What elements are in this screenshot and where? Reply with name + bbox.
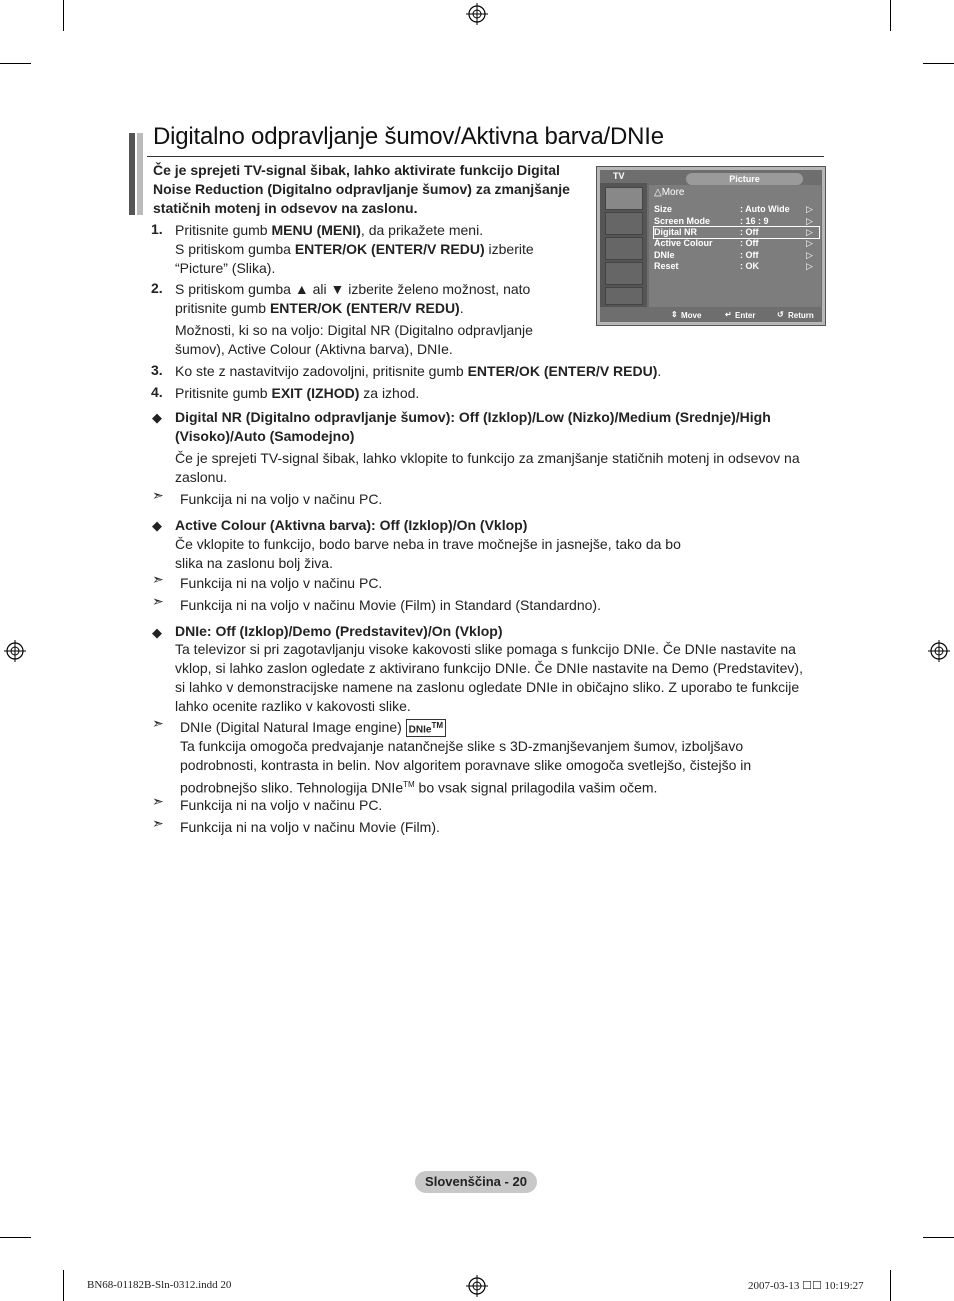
return-icon: ↺ <box>777 310 784 319</box>
menu-header: Picture <box>686 173 803 185</box>
dnie-note: DNIe (Digital Natural Image engine) DNIe™ Ta funkcija omogoča predvajanje natančnejše slike s 3D-zmanjševanjem šumov, izboljšavo podrobnosti, kontrasta in belin. Nov algoritem poravnave slike omogoča svetlejšo, čistejšo in podrobnejšo sliko. Tehnologija DNIe™ bo vsak signal prilagodila vašim očem. <box>180 719 752 797</box>
page-title: Digitalno odpravljanje šumov/Aktivna barva/DNIe <box>153 123 664 150</box>
intro-text: Če je sprejeti TV-signal šibak, lahko aktivirate funkcijo Digital Noise Reduction (Digitalno odpravljanje šumov) za zmanjšanje statičnih motenj in odsevov na zaslonu. <box>153 162 570 216</box>
digital-nr-body: Če je sprejeti TV-signal šibak, lahko vklopite to funkcijo za zmanjšanje statičnih motenj in odsevov na zaslonu. <box>175 450 800 485</box>
note-arrow-icon: ➣ <box>152 815 164 831</box>
heading-bar-dark <box>129 133 135 215</box>
registration-mark-icon <box>466 3 488 25</box>
heading-bar-light <box>137 133 143 215</box>
active-colour-body: Če vklopite to funkcijo, bodo barve neba in trave močnejše in jasnejše, tako da bo slika na zaslonu bolj živa. <box>175 536 681 571</box>
registration-mark-icon <box>4 640 26 662</box>
menu-list <box>649 185 821 307</box>
dnie-body: Ta televizor si pri zagotavljanju visoke kakovosti slike pomaga s funkcijo DNIe. Če DNIe nastavite na vklop, si lahko zaslon ogledate z aktivirano funkcijo DNIe. Če DNIe nastavite na Demo (Predstavitev), si lahko v demonstracijske namene na zaslonu ogledate DNIe in običajno sliko. Z uporabo te funkcije lahko ocenite razliko v kakovosti slike. <box>175 641 803 714</box>
page-number-badge: Slovenščina - 20 <box>415 1171 537 1193</box>
crop-mark <box>890 1270 891 1301</box>
note-text: Funkcija ni na voljo v načinu PC. <box>180 797 383 813</box>
step-number: 1. <box>151 221 163 237</box>
menu-more: △More <box>654 187 685 198</box>
crop-mark <box>923 63 954 64</box>
picture-icon <box>605 187 643 210</box>
menu-item[interactable]: Active Colour : Off ▷ <box>654 238 813 248</box>
registration-mark-icon <box>466 1275 488 1297</box>
note-text: Funkcija ni na voljo v načinu Movie (Film) in Standard (Standardno). <box>180 597 601 613</box>
menu-item[interactable]: Screen Mode : 16 : 9 ▷ <box>654 216 813 226</box>
step-2-text: S pritiskom gumba ▲ ali ▼ izberite želeno možnost, nato pritisnite gumb ENTER/OK (ENTER/V REDU). Možnosti, ki so na voljo: Digital NR (Digitalno odpravljanje šumov), Active Colour (Aktivna barva), DNIe. <box>175 281 533 357</box>
crop-mark <box>923 1237 954 1238</box>
enter-label: Enter <box>735 311 756 320</box>
bullet-diamond-icon: ◆ <box>152 518 162 533</box>
tv-label: TV <box>613 171 625 181</box>
menu-sidebar <box>600 183 647 307</box>
menu-item[interactable]: Reset : OK ▷ <box>654 261 813 271</box>
crop-mark <box>63 1270 64 1301</box>
digital-nr-title: Digital NR (Digitalno odpravljanje šumov): Off (Izklop)/Low (Nizko)/Medium (Srednje)/High (Visoko)/Auto (Samodejno) <box>175 409 771 444</box>
note-text: Funkcija ni na voljo v načinu PC. <box>180 575 383 591</box>
step-number: 2. <box>151 280 163 296</box>
menu-item[interactable]: Size : Auto Wide ▷ <box>654 204 813 214</box>
move-label: Move <box>681 311 702 320</box>
menu-item-selected[interactable]: Digital NR : Off ▷ <box>654 227 819 238</box>
crop-mark <box>0 1237 31 1238</box>
print-slug-date: 2007-03-13 ☐☐ 10:19:27 <box>748 1280 864 1292</box>
crop-mark <box>890 0 891 31</box>
note-text: Funkcija ni na voljo v načinu PC. <box>180 491 383 507</box>
step-4-text: Pritisnite gumb EXIT (IZHOD) za izhod. <box>175 385 420 401</box>
menu-item[interactable]: DNIe : Off ▷ <box>654 250 813 260</box>
step-number: 3. <box>151 362 163 378</box>
channel-icon <box>605 237 643 260</box>
crop-mark <box>0 63 31 64</box>
step-3-text: Ko ste z nastavitvijo zadovoljni, pritisnite gumb ENTER/OK (ENTER/V REDU). <box>175 363 662 379</box>
crop-mark <box>63 0 64 31</box>
note-arrow-icon: ➣ <box>152 487 164 503</box>
enter-icon: ↵ <box>725 310 732 319</box>
setup-icon <box>605 262 643 285</box>
print-slug-file: BN68-01182B-Sln-0312.indd 20 <box>87 1279 232 1291</box>
tv-menu-frame <box>600 170 822 322</box>
input-icon <box>605 287 643 305</box>
dnie-title: DNIe: Off (Izklop)/Demo (Predstavitev)/On (Vklop) <box>175 623 503 639</box>
move-icon: ⇕ <box>671 310 678 319</box>
dnie-logo: DNIe™ <box>406 719 446 737</box>
note-text: Funkcija ni na voljo v načinu Movie (Film). <box>180 819 440 835</box>
note-arrow-icon: ➣ <box>152 715 164 731</box>
tv-menu-screenshot <box>596 166 826 326</box>
bullet-diamond-icon: ◆ <box>152 410 162 425</box>
menu-footer <box>649 309 821 322</box>
note-arrow-icon: ➣ <box>152 571 164 587</box>
bullet-diamond-icon: ◆ <box>152 625 162 640</box>
step-1-text: Pritisnite gumb MENU (MENI), da prikažete meni. S pritiskom gumba ENTER/OK (ENTER/V REDU) izberite “Picture” (Slika). <box>175 222 534 276</box>
return-label: Return <box>788 311 814 320</box>
note-arrow-icon: ➣ <box>152 793 164 809</box>
step-number: 4. <box>151 384 163 400</box>
heading-rule <box>147 156 824 157</box>
note-arrow-icon: ➣ <box>152 593 164 609</box>
sound-icon <box>605 212 643 235</box>
active-colour-title: Active Colour (Aktivna barva): Off (Izklop)/On (Vklop) <box>175 517 528 533</box>
registration-mark-icon <box>928 640 950 662</box>
